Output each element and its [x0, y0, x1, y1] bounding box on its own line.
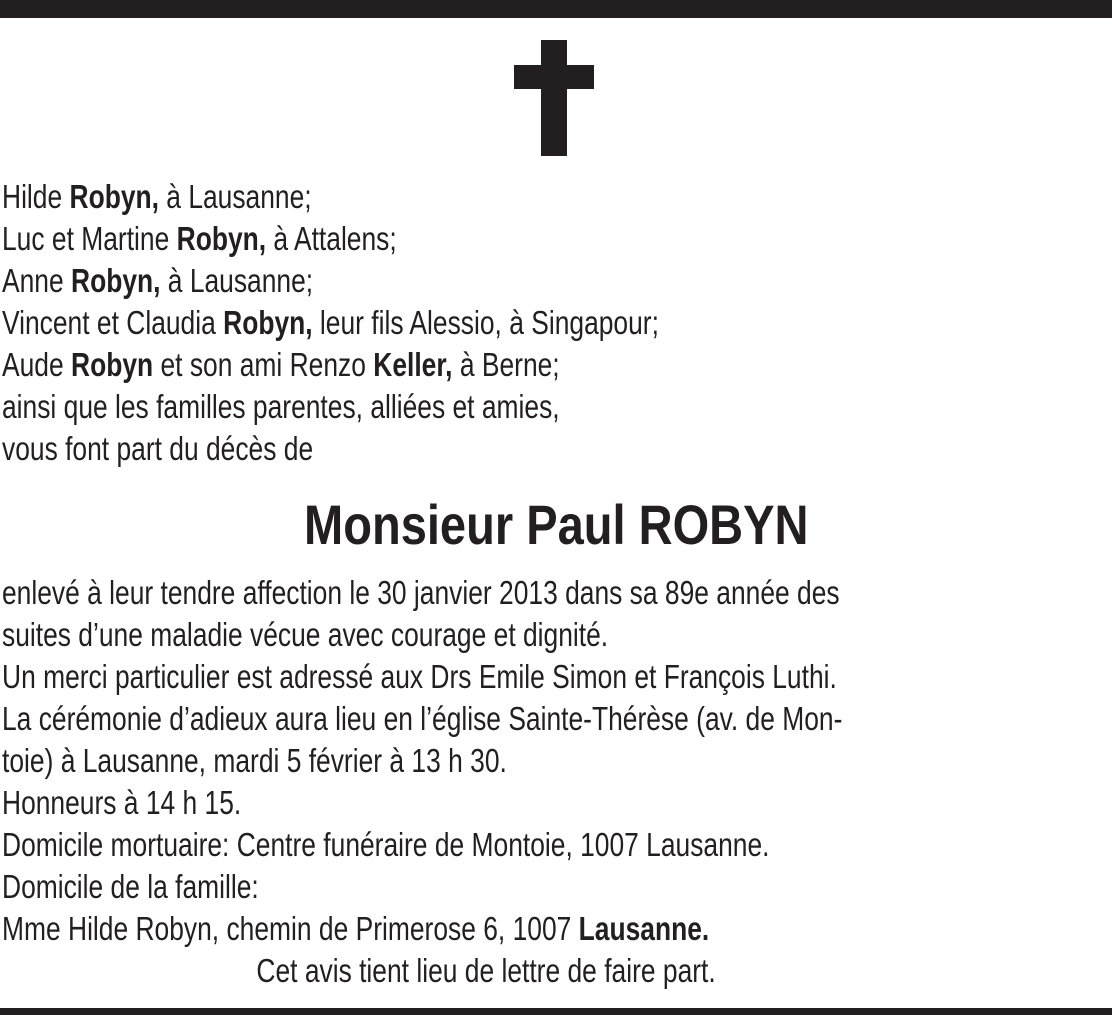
details-line: toie) à Lausanne, mardi 5 février à 13 h 30. — [2, 742, 507, 779]
announcement-line: ainsi que les familles parentes, alliées et amies, — [2, 388, 560, 425]
family-line: Vincent et Claudia Robyn, leur fils Alessio, à Singapour; — [2, 304, 659, 341]
details-line: Honneurs à 14 h 15. — [2, 784, 242, 821]
address-line: Mme Hilde Robyn, chemin de Primerose 6, 1007 Lausanne. — [2, 910, 710, 947]
details-line: enlevé à leur tendre affection le 30 janvier 2013 dans sa 89e année des — [2, 574, 840, 611]
closing-line: Cet avis tient lieu de lettre de faire part. — [256, 952, 716, 989]
top-rule — [0, 0, 1112, 18]
cross-icon — [514, 40, 594, 156]
details-line: suites d’une maladie vécue avec courage et dignité. — [2, 616, 609, 653]
family-line: Hilde Robyn, à Lausanne; — [2, 178, 312, 215]
bottom-rule — [0, 1008, 1112, 1015]
details-text — [2, 572, 1108, 992]
family-line: Anne Robyn, à Lausanne; — [2, 262, 314, 299]
announcement-line: vous font part du décès de — [2, 430, 314, 467]
family-list — [2, 176, 1108, 470]
family-line: Luc et Martine Robyn, à Attalens; — [2, 220, 397, 257]
details-line: Domicile de la famille: — [2, 868, 259, 905]
details-line: Un merci particulier est adressé aux Drs Emile Simon et François Luthi. — [2, 658, 837, 695]
family-line: Aude Robyn et son ami Renzo Keller, à Berne; — [2, 346, 560, 383]
details-line: Domicile mortuaire: Centre funéraire de Montoie, 1007 Lausanne. — [2, 826, 770, 863]
details-line: La cérémonie d’adieux aura lieu en l’église Sainte-Thérèse (av. de Mon- — [2, 700, 843, 737]
deceased-name: Monsieur Paul ROBYN — [303, 493, 809, 556]
